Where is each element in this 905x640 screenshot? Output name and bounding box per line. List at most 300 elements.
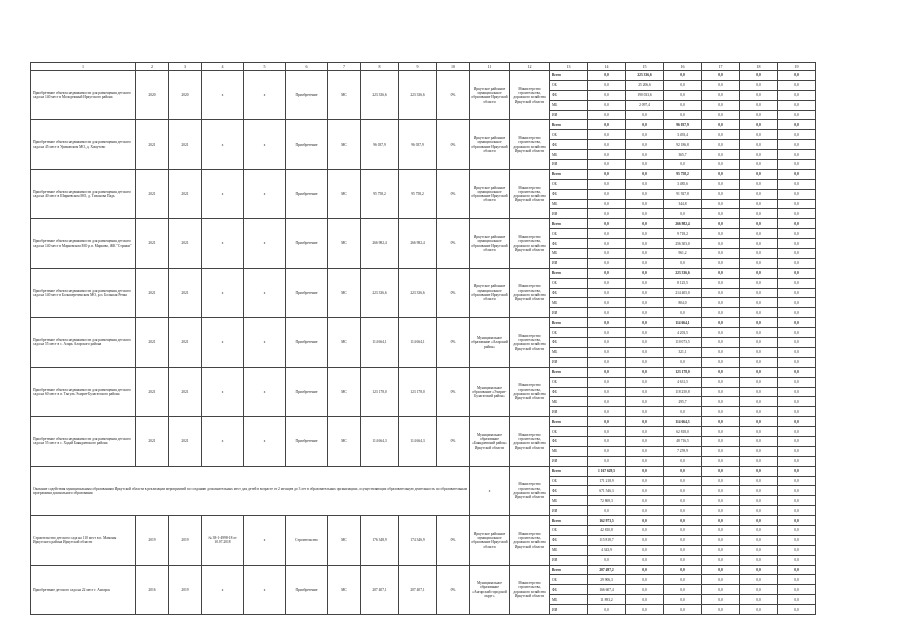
funding-source: Всего (550, 565, 588, 575)
value-cell: 0,0 (702, 456, 740, 466)
value-cell: 0,0 (626, 486, 664, 496)
value-cell: 0,0 (702, 466, 740, 476)
value-cell: 0,0 (740, 219, 778, 229)
value-cell: 0,0 (588, 555, 626, 565)
value-cell: 0,0 (702, 585, 740, 595)
value-cell: 0,0 (626, 239, 664, 249)
column-number: 2 (136, 63, 169, 71)
value-cell: 0,0 (702, 605, 740, 615)
value-cell: 0,0 (588, 318, 626, 328)
funding-source: ИИ (550, 357, 588, 367)
column-number: 11 (470, 63, 510, 71)
value-cell: 0,0 (778, 90, 816, 100)
value-cell: 0,0 (626, 387, 664, 397)
value-cell: 92 186,8 (664, 140, 702, 150)
value-cell: 0,0 (740, 150, 778, 160)
value-cell: 0,0 (588, 288, 626, 298)
value-cell: 0,0 (588, 140, 626, 150)
value-cell: 0,0 (778, 110, 816, 120)
funding-source: ИИ (550, 506, 588, 516)
value-cell: 0,0 (778, 496, 816, 506)
funding-source: Всего (550, 417, 588, 427)
value-cell: 0,0 (664, 555, 702, 565)
cell-c5: х (244, 169, 286, 218)
funding-source: ФБ (550, 189, 588, 199)
cell-c5: х (244, 219, 286, 268)
table-row (31, 516, 816, 526)
funding-source: ФБ (550, 486, 588, 496)
cell-c10: 0% (437, 120, 470, 169)
funding-source: ФБ (550, 90, 588, 100)
value-cell: 0,0 (702, 397, 740, 407)
value-cell: 0,0 (664, 476, 702, 486)
funding-source: МБ (550, 150, 588, 160)
value-cell: 0,0 (740, 545, 778, 555)
cell-c10: 0% (437, 367, 470, 416)
value-cell: 0,0 (702, 367, 740, 377)
value-cell: 0,0 (626, 249, 664, 259)
cell-c8: 176 348,9 (361, 516, 399, 565)
value-cell: 0,0 (626, 268, 664, 278)
value-cell: 0,0 (588, 160, 626, 170)
cell-c7: МС (328, 367, 361, 416)
value-cell: 72 869,3 (588, 496, 626, 506)
municipality: Иркутское районное муниципальное образование Иркутской области (470, 169, 510, 218)
value-cell: 0,0 (740, 189, 778, 199)
cell-c8: 114 664,3 (361, 417, 399, 466)
ministry: Министерство строительства, дорожного хозяйства Иркутской области (510, 516, 550, 565)
municipality: х (470, 466, 510, 515)
value-cell: 0,0 (778, 169, 816, 179)
value-cell: 0,0 (588, 436, 626, 446)
value-cell: 0,0 (778, 209, 816, 219)
value-cell: 0,0 (778, 506, 816, 516)
value-cell: 0,0 (626, 347, 664, 357)
value-cell: 0,0 (588, 407, 626, 417)
funding-source: ИИ (550, 160, 588, 170)
object-name: Приобретение объекта недвижимости для размещения детского сада на 140 мест в Марковском МО р.п. Марково, ЖК "Стрижи" (31, 219, 136, 268)
value-cell: 0,0 (740, 407, 778, 417)
value-cell: 0,0 (778, 377, 816, 387)
column-number: 1 (31, 63, 136, 71)
funding-source: ИИ (550, 407, 588, 417)
value-cell: 0,0 (702, 575, 740, 585)
funding-source: МБ (550, 249, 588, 259)
value-cell: 91 927,8 (664, 189, 702, 199)
value-cell: 110 073,5 (664, 338, 702, 348)
funding-source: Всего (550, 367, 588, 377)
value-cell: 0,0 (778, 100, 816, 110)
value-cell: 0,0 (588, 338, 626, 348)
cell-c3: 2021 (169, 120, 202, 169)
value-cell: 0,0 (740, 298, 778, 308)
value-cell: 0,0 (702, 249, 740, 259)
value-cell: 0,0 (778, 545, 816, 555)
cell-c5: х (244, 71, 286, 120)
value-cell: 0,0 (626, 407, 664, 417)
value-cell: 0,0 (664, 496, 702, 506)
funding-source: ОБ (550, 476, 588, 486)
value-cell: 0,0 (702, 506, 740, 516)
cell-c4: х (202, 120, 244, 169)
cell-c6: Приобретение (286, 120, 328, 169)
value-cell: 0,0 (588, 298, 626, 308)
ministry: Министерство строительства, дорожного хозяйства Иркутской области (510, 169, 550, 218)
value-cell: 0,0 (778, 357, 816, 367)
value-cell: 0,0 (778, 278, 816, 288)
value-cell: 0,0 (778, 427, 816, 437)
cell-c4: х (202, 318, 244, 367)
cell-c7: МС (328, 169, 361, 218)
funding-source: ФБ (550, 239, 588, 249)
funding-source: ОБ (550, 575, 588, 585)
value-cell: 0,0 (778, 595, 816, 605)
value-cell: 0,0 (588, 239, 626, 249)
ministry: Министерство строительства, дорожного хозяйства Иркутской области (510, 318, 550, 367)
cell-c6: Приобретение (286, 169, 328, 218)
column-number: 18 (740, 63, 778, 71)
value-cell: 0,0 (778, 407, 816, 417)
value-cell: 0,0 (702, 278, 740, 288)
value-cell: 0,0 (702, 160, 740, 170)
municipality: Иркутское районное муниципальное образование Иркутской области (470, 516, 510, 565)
value-cell: 0,0 (588, 71, 626, 81)
cell-c2: 2021 (136, 120, 169, 169)
cell-c3: 2021 (169, 417, 202, 466)
value-cell: 0,0 (740, 288, 778, 298)
cell-c9: 266 982,4 (399, 219, 437, 268)
municipality: Муниципальное образование «Баяндаевский район» Иркутской области (470, 417, 510, 466)
value-cell: 0,0 (778, 199, 816, 209)
value-cell: 0,0 (702, 427, 740, 437)
value-cell: 0,0 (740, 555, 778, 565)
value-cell: 0,0 (702, 219, 740, 229)
value-cell: 0,0 (702, 595, 740, 605)
funding-source: ИИ (550, 209, 588, 219)
value-cell: 0,0 (778, 80, 816, 90)
cell-c3: 2021 (169, 169, 202, 218)
value-cell: 0,0 (702, 417, 740, 427)
ministry: Министерство строительства, дорожного хозяйства Иркутской области (510, 367, 550, 416)
table-row (31, 71, 816, 81)
funding-source: ФБ (550, 140, 588, 150)
value-cell: 0,0 (740, 90, 778, 100)
value-cell: 0,0 (778, 298, 816, 308)
funding-source: ФБ (550, 338, 588, 348)
value-cell: 171 218,9 (588, 476, 626, 486)
value-cell: 0,0 (626, 318, 664, 328)
value-cell: 0,0 (702, 258, 740, 268)
value-cell: 0,0 (702, 229, 740, 239)
value-cell: 0,0 (702, 308, 740, 318)
object-name: Приобретение детского сада на 22 мест г. Ангарск (31, 565, 136, 614)
value-cell: 0,0 (740, 278, 778, 288)
funding-source: ОБ (550, 80, 588, 90)
value-cell: 0,0 (702, 535, 740, 545)
value-cell: 0,0 (702, 565, 740, 575)
value-cell: 0,0 (740, 357, 778, 367)
value-cell: 0,0 (626, 595, 664, 605)
cell-c6: Строительство (286, 516, 328, 565)
table-row (31, 466, 816, 476)
municipality: Муниципальное образование «Аларский район» (470, 318, 510, 367)
table-row (31, 169, 816, 179)
cell-c10: 0% (437, 71, 470, 120)
funding-source: МБ (550, 298, 588, 308)
cell-c4: х (202, 169, 244, 218)
cell-c8: 96 037,9 (361, 120, 399, 169)
cell-c2: 2021 (136, 219, 169, 268)
cell-c9: 114 664,1 (399, 318, 437, 367)
cell-c2: 2021 (136, 169, 169, 218)
value-cell: 0,0 (778, 120, 816, 130)
column-number: 7 (328, 63, 361, 71)
column-number: 10 (437, 63, 470, 71)
section-title: Оказание содействия муниципальным образованиям Иркутской области в реализации мероприятий по созданию дополнительных мест для детей в возрасте от 2 месяцев до 3 лет в образовательных организациях, осуществляющих образовательную деятельность по образовательным программам дошкольного образования (31, 466, 470, 515)
value-cell: 0,0 (626, 446, 664, 456)
municipality: Иркутское районное муниципальное образование Иркутской области (470, 120, 510, 169)
value-cell: 0,0 (740, 120, 778, 130)
cell-c8: 95 758,2 (361, 169, 399, 218)
value-cell: 0,0 (740, 328, 778, 338)
cell-c7: МС (328, 268, 361, 317)
cell-c3: 2020 (169, 71, 202, 120)
value-cell: 0,0 (740, 436, 778, 446)
value-cell: 0,0 (664, 90, 702, 100)
value-cell: 671 546,3 (588, 486, 626, 496)
value-cell: 8 125,5 (664, 278, 702, 288)
funding-source: ФБ (550, 436, 588, 446)
value-cell: 0,0 (778, 229, 816, 239)
value-cell: 0,0 (664, 80, 702, 90)
value-cell: 0,0 (588, 446, 626, 456)
value-cell: 0,0 (702, 446, 740, 456)
value-cell: 0,0 (588, 110, 626, 120)
value-cell: 0,0 (626, 466, 664, 476)
value-cell: 0,0 (778, 258, 816, 268)
value-cell: 0,0 (702, 189, 740, 199)
value-cell: 0,0 (664, 407, 702, 417)
funding-source: ИИ (550, 605, 588, 615)
object-name: Приобретение объекта недвижимости для размещения детского сада на 140 мест в Большереченском МО, р.п. Большая Речка (31, 268, 136, 317)
table-row (31, 367, 816, 377)
value-cell: 0,0 (702, 486, 740, 496)
value-cell: 0,0 (702, 268, 740, 278)
municipality: Муниципальное образование «Ангарский городской округ» (470, 565, 510, 614)
value-cell: 0,0 (740, 318, 778, 328)
value-cell: 1 167 629,5 (588, 466, 626, 476)
value-cell: 0,0 (664, 525, 702, 535)
value-cell: 96 037,9 (664, 120, 702, 130)
value-cell: 0,0 (740, 308, 778, 318)
funding-source: ФБ (550, 387, 588, 397)
value-cell: 0,0 (778, 387, 816, 397)
value-cell: 0,0 (740, 585, 778, 595)
cell-c10: 0% (437, 417, 470, 466)
value-cell: 0,0 (626, 298, 664, 308)
value-cell: 0,0 (740, 417, 778, 427)
object-name: Приобретение объекта недвижимости для размещения детского сада на 55 мест в с. Хадай Баяндаевского района (31, 417, 136, 466)
value-cell: 0,0 (626, 338, 664, 348)
cell-c7: МС (328, 71, 361, 120)
cell-c7: МС (328, 219, 361, 268)
value-cell: 223 336,6 (626, 71, 664, 81)
value-cell: 0,0 (664, 575, 702, 585)
value-cell: 0,0 (778, 347, 816, 357)
value-cell: 0,0 (588, 120, 626, 130)
value-cell: 0,0 (778, 397, 816, 407)
value-cell: 0,0 (702, 130, 740, 140)
value-cell: 0,0 (588, 367, 626, 377)
value-cell: 0,0 (626, 525, 664, 535)
value-cell: 0,0 (702, 347, 740, 357)
value-cell: 0,0 (626, 189, 664, 199)
column-number: 9 (399, 63, 437, 71)
value-cell: 0,0 (740, 496, 778, 506)
cell-c3: 2021 (169, 219, 202, 268)
funding-source: МБ (550, 397, 588, 407)
value-cell: 0,0 (588, 80, 626, 90)
funding-source: ФБ (550, 535, 588, 545)
value-cell: 4 343,9 (588, 545, 626, 555)
cell-c6: Приобретение (286, 219, 328, 268)
value-cell: 0,0 (664, 545, 702, 555)
value-cell: 0,0 (664, 71, 702, 81)
value-cell: 0,0 (626, 417, 664, 427)
column-number: 15 (626, 63, 664, 71)
funding-source: Всего (550, 169, 588, 179)
value-cell: 0,0 (626, 496, 664, 506)
cell-c9: 223 336,6 (399, 268, 437, 317)
value-cell: 162 973,5 (588, 516, 626, 526)
header-row (31, 63, 816, 71)
value-cell: 0,0 (778, 417, 816, 427)
value-cell: 0,0 (626, 328, 664, 338)
value-cell: 0,0 (626, 506, 664, 516)
value-cell: 0,0 (626, 535, 664, 545)
cell-c3: 2019 (169, 516, 202, 565)
value-cell: 0,0 (588, 357, 626, 367)
table-row (31, 219, 816, 229)
value-cell: 0,0 (778, 268, 816, 278)
value-cell: 0,0 (626, 427, 664, 437)
value-cell: 0,0 (588, 605, 626, 615)
value-cell: 0,0 (626, 199, 664, 209)
ministry: Министерство строительства, дорожного хозяйства Иркутской области (510, 466, 550, 515)
value-cell: 0,0 (664, 585, 702, 595)
value-cell: 0,0 (626, 545, 664, 555)
value-cell: 0,0 (778, 249, 816, 259)
cell-c2: 2021 (136, 367, 169, 416)
value-cell: 0,0 (702, 318, 740, 328)
ministry: Министерство строительства, дорожного хозяйства Иркутской области (510, 219, 550, 268)
value-cell: 0,0 (588, 347, 626, 357)
value-cell: 166 607,4 (588, 585, 626, 595)
cell-c8: 223 336,6 (361, 71, 399, 120)
value-cell: 0,0 (740, 239, 778, 249)
value-cell: 0,0 (740, 160, 778, 170)
funding-source: Всего (550, 318, 588, 328)
object-name: Приобретение объекта недвижимости для размещения детского сада на 140 мест в Молодежный Иркутского района (31, 71, 136, 120)
object-name: Строительство детского сада на 110 мест в п. Мамоны Иркутского района Иркутской области (31, 516, 136, 565)
value-cell: 0,0 (626, 169, 664, 179)
funding-source: ИИ (550, 555, 588, 565)
ministry: Министерство строительства, дорожного хозяйства Иркутской области (510, 268, 550, 317)
value-cell: 0,0 (664, 605, 702, 615)
value-cell: 0,0 (588, 100, 626, 110)
value-cell: 0,0 (740, 209, 778, 219)
value-cell: 0,0 (664, 100, 702, 110)
cell-c5: х (244, 120, 286, 169)
value-cell: 0,0 (626, 377, 664, 387)
value-cell: 321,1 (664, 347, 702, 357)
value-cell: 0,0 (702, 476, 740, 486)
cell-c9: 123 178,0 (399, 367, 437, 416)
value-cell: 0,0 (740, 179, 778, 189)
value-cell: 0,0 (740, 565, 778, 575)
value-cell: 0,0 (740, 71, 778, 81)
value-cell: 0,0 (740, 377, 778, 387)
value-cell: 0,0 (740, 397, 778, 407)
cell-c3: 2019 (169, 565, 202, 614)
value-cell: 0,0 (778, 328, 816, 338)
value-cell: 804,0 (664, 298, 702, 308)
value-cell: 0,0 (778, 189, 816, 199)
value-cell: 0,0 (702, 179, 740, 189)
value-cell: 0,0 (588, 249, 626, 259)
value-cell: 0,0 (702, 407, 740, 417)
value-cell: 0,0 (740, 506, 778, 516)
funding-source: ИИ (550, 110, 588, 120)
cell-c6: Приобретение (286, 71, 328, 120)
value-cell: 0,0 (664, 357, 702, 367)
value-cell: 0,0 (588, 219, 626, 229)
value-cell: 0,0 (778, 476, 816, 486)
value-cell: 0,0 (778, 219, 816, 229)
value-cell: 0,0 (626, 575, 664, 585)
cell-c10: 0% (437, 169, 470, 218)
cell-c4: х (202, 219, 244, 268)
value-cell: 0,0 (740, 387, 778, 397)
value-cell: 0,0 (740, 575, 778, 585)
value-cell: 0,0 (664, 595, 702, 605)
value-cell: 0,0 (626, 288, 664, 298)
funding-source: Всего (550, 120, 588, 130)
value-cell: 0,0 (740, 268, 778, 278)
value-cell: 4 203,5 (664, 328, 702, 338)
value-cell: 0,0 (626, 179, 664, 189)
value-cell: 0,0 (588, 268, 626, 278)
value-cell: 0,0 (740, 199, 778, 209)
value-cell: 0,0 (778, 436, 816, 446)
value-cell: 0,0 (702, 100, 740, 110)
funding-source: ИИ (550, 258, 588, 268)
value-cell: 0,0 (626, 357, 664, 367)
value-cell: 961,2 (664, 249, 702, 259)
value-cell: 0,0 (740, 486, 778, 496)
column-number: 17 (702, 63, 740, 71)
value-cell: 123 178,0 (664, 367, 702, 377)
value-cell: 0,0 (626, 110, 664, 120)
cell-c9: 174 346,9 (399, 516, 437, 565)
value-cell: 114 664,1 (664, 318, 702, 328)
value-cell: 0,0 (702, 328, 740, 338)
value-cell: 0,0 (740, 595, 778, 605)
value-cell: 0,0 (740, 367, 778, 377)
value-cell: 0,0 (740, 347, 778, 357)
value-cell: 48 716,5 (664, 436, 702, 446)
value-cell: 0,0 (778, 525, 816, 535)
